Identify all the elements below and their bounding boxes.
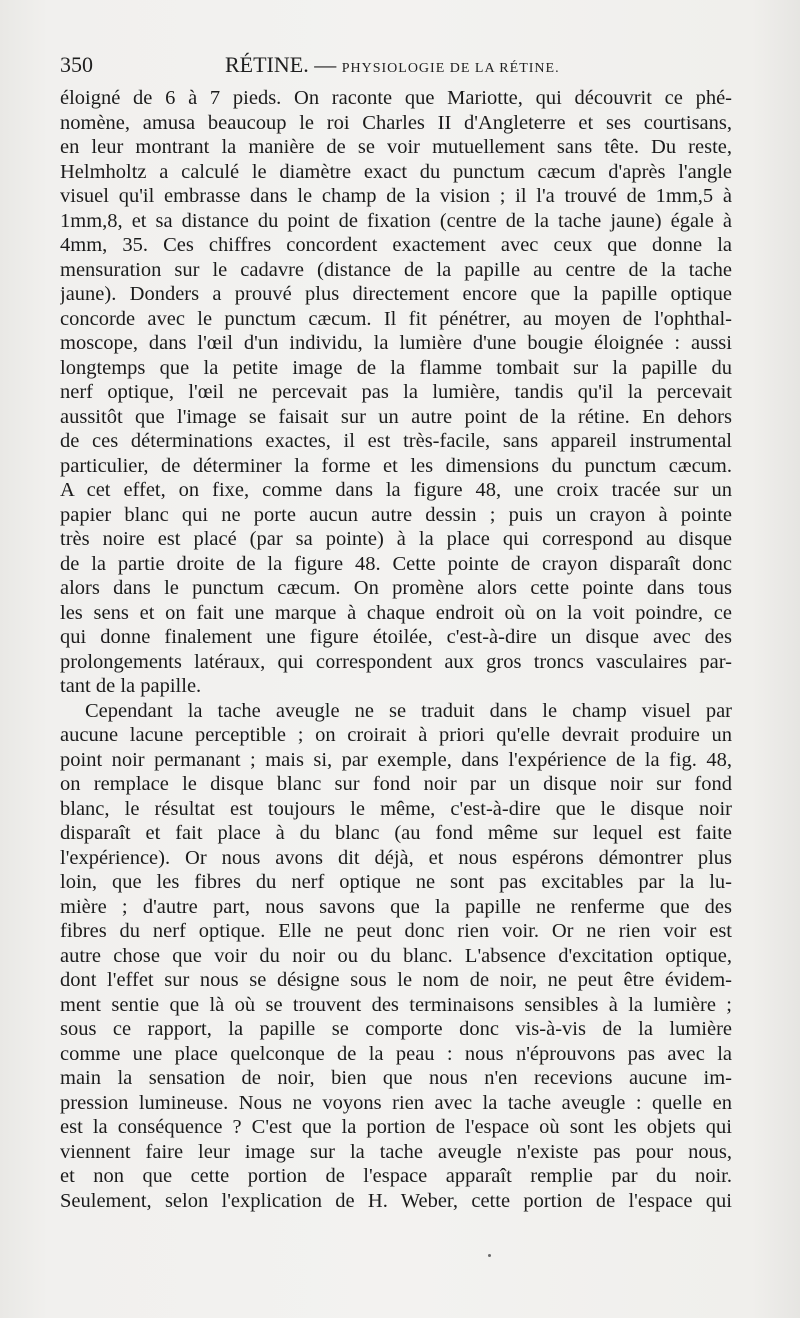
text-line: l'expérience). Or nous avons dit déjà, et nous espérons démontrer plus (60, 846, 732, 869)
text-line: autre chose que voir du noir ou du blanc. L'absence d'excitation optique, (60, 944, 732, 967)
text-line: disparaît et fait place à du blanc (au fond même sur lequel est faite (60, 822, 732, 844)
text-line: prolongements latéraux, qui correspondent aux gros troncs vasculaires par- (60, 650, 732, 673)
text-line: A cet effet, on fixe, comme dans la figure 48, une croix tracée sur un (60, 479, 732, 501)
running-head (225, 50, 560, 84)
text-line: 1mm,8, et sa distance du point de fixation (centre de la tache jaune) égale à (60, 209, 732, 232)
text-line: nerf optique, l'œil ne percevait pas la lumière, tandis qu'il la percevait (60, 381, 732, 403)
text-line: blanc, le résultat est toujours le même, c'est-à-dire que le disque noir (60, 797, 732, 820)
text-line: main la sensation de noir, bien que nous n'en recevions aucune im- (60, 1067, 732, 1089)
text-line: comme une place quelconque de la peau : nous n'éprouvons pas avec la (60, 1042, 732, 1065)
text-line: de la partie droite de la figure 48. Cette pointe de crayon disparaît donc (60, 552, 732, 575)
running-head-sub: PHYSIOLOGIE DE LA RÉTINE. (341, 61, 560, 76)
running-head-dash: — (308, 52, 342, 77)
page-number: 350 (60, 52, 93, 77)
text-line: qui donne finalement une figure étoilée, c'est-à-dire un disque avec des (60, 626, 732, 648)
text-line: fibres du nerf optique. Elle ne peut donc rien voir. Or ne rien voir est (60, 920, 732, 942)
text-line: concorde avec le punctum cæcum. Il fit pénétrer, au moyen de l'ophthal- (60, 307, 732, 330)
text-line: viennent faire leur image sur la tache aveugle n'existe pas pour nous, (60, 1140, 732, 1163)
paragraph-2 (60, 699, 732, 1214)
text-line: loin, que les fibres du nerf optique ne sont pas excitables par la lu- (60, 871, 732, 893)
ink-speck (488, 1254, 491, 1257)
text-line: dont l'effet sur nous se désigne sous le nom de noir, ne peut être évidem- (60, 969, 732, 991)
text-line: alors dans le punctum cæcum. On promène alors cette pointe dans tous (60, 577, 732, 599)
text-line: visuel qu'il embrasse dans le champ de la vision ; il l'a trouvé de 1mm,5 à (60, 185, 732, 207)
text-line: en leur montrant la manière de se voir mutuellement sans tête. Du reste, (60, 136, 732, 158)
text-line: ment sentie que là où se trouvent des terminaisons sensibles à la lumière ; (60, 993, 732, 1016)
text-line: 4mm, 35. Ces chiffres concordent exactement avec ceux que donne la (60, 234, 732, 256)
text-line: jaune). Donders a prouvé plus directement encore que la papille optique (60, 283, 732, 305)
text-line: pression lumineuse. Nous ne voyons rien avec la tache aveugle : quelle en (60, 1091, 732, 1114)
text-line: mière ; d'autre part, nous savons que la papille ne renferme que des (60, 895, 732, 918)
text-line: tant de la papille. (60, 675, 202, 697)
text-line: très noire est placé (par sa pointe) à la place qui correspond au disque (60, 528, 732, 550)
text-line: papier blanc qui ne porte aucun autre dessin ; puis un crayon à pointe (60, 503, 732, 526)
text-line: mensuration sur le cadavre (distance de la papille au centre de la tache (60, 258, 732, 281)
paragraph-1 (60, 86, 732, 699)
text-line: éloigné de 6 à 7 pieds. On raconte que Mariotte, qui découvrit ce phé- (60, 87, 732, 109)
page-header (60, 50, 732, 80)
text-line: nomène, amusa beaucoup le roi Charles II d'Angleterre et ses courtisans, (60, 111, 732, 134)
body-text (60, 86, 732, 1213)
text-line: de ces déterminations exactes, il est très-facile, sans appareil instrumental (60, 430, 732, 452)
text-line: aussitôt que l'image se faisait sur un autre point de la rétine. En dehors (60, 405, 732, 428)
text-line: les sens et on fait une marque à chaque endroit où on la voit poindre, ce (60, 601, 732, 624)
text-line: particulier, de déterminer la forme et les dimensions du punctum cæcum. (60, 454, 732, 477)
text-line: aucune lacune perceptible ; on croirait à priori qu'elle devrait produire un (60, 724, 732, 746)
running-head-main: RÉTINE. (225, 52, 309, 77)
text-line: sous ce rapport, la papille se comporte donc vis-à-vis de la lumière (60, 1018, 732, 1040)
text-line: Seulement, selon l'explication de H. Weber, cette portion de l'espace qui (60, 1189, 732, 1212)
text-line: on remplace le disque blanc sur fond noir par un disque noir sur fond (60, 773, 732, 795)
text-line: point noir permanant ; mais si, par exemple, dans l'expérience de la fig. 48, (60, 748, 732, 771)
text-line: moscope, dans l'œil d'un individu, la lumière d'une bougie éloignée : aussi (60, 332, 732, 354)
text-line: Helmholtz a calculé le diamètre exact du punctum cæcum d'après l'angle (60, 160, 732, 183)
text-line: est la conséquence ? C'est que la portion de l'espace où sont les objets qui (60, 1116, 732, 1138)
text-line: Cependant la tache aveugle ne se traduit dans le champ visuel par (85, 699, 732, 722)
text-line: et non que cette portion de l'espace apparaît remplie par du noir. (60, 1165, 732, 1187)
text-line: longtemps que la petite image de la flamme tombait sur la papille du (60, 356, 732, 379)
